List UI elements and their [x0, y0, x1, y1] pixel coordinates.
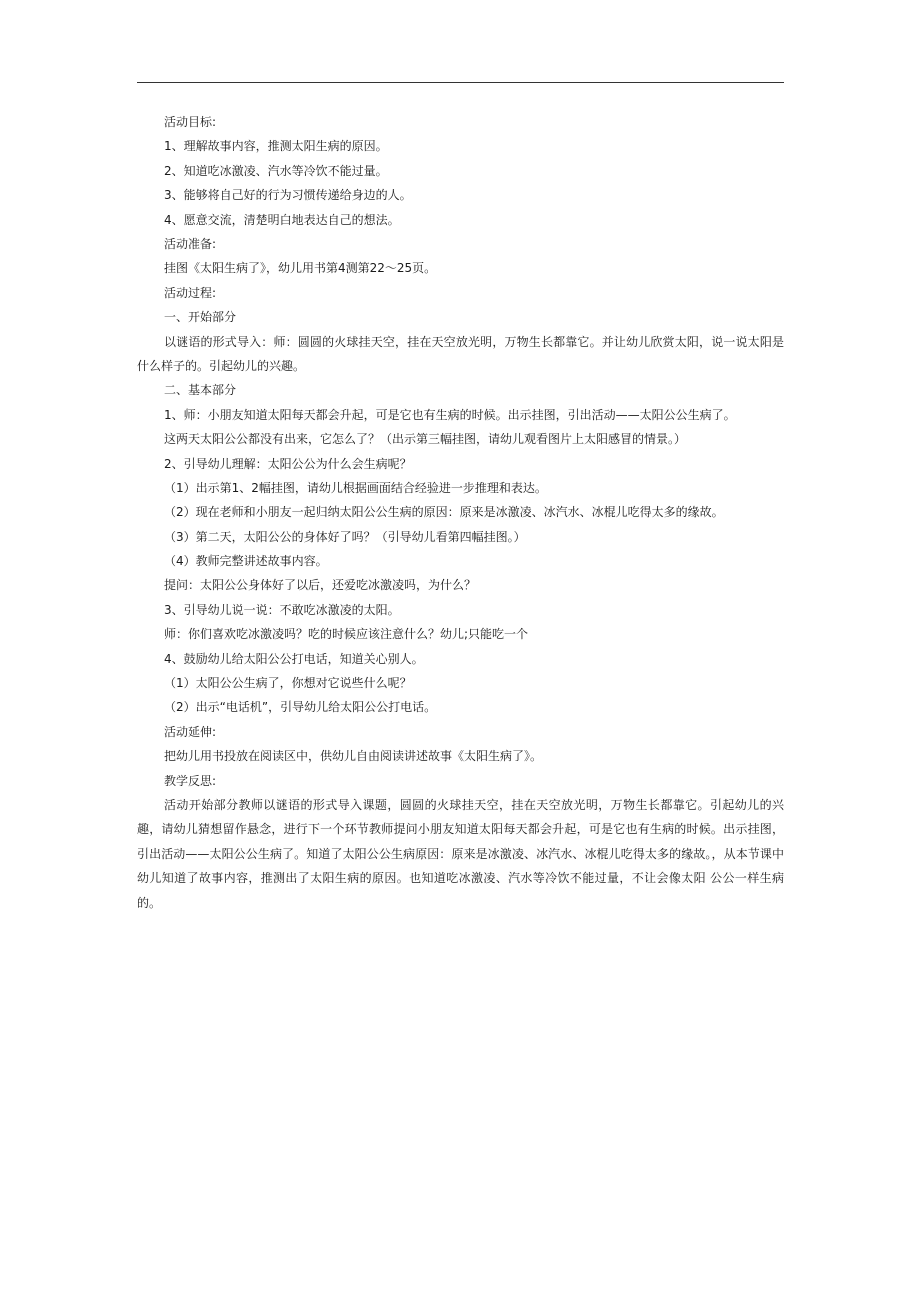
part-one-heading: 一、开始部分: [164, 310, 237, 325]
preparation-text: 挂图《太阳生病了》，幼儿用书第4测第22～25页。: [164, 261, 437, 276]
section-heading-extension: 活动延伸:: [164, 724, 217, 739]
step-4-sub-2: （2）出示“电话机”，引导幼儿给太阳公公打电话。: [164, 700, 437, 715]
step-1-detail: 这两天太阳公公都没有出来，它怎么了？（出示第三幅挂图，请幼儿观看图片上太阳感冒的情景。）: [164, 432, 687, 447]
goal-item-2: 2、知道吃冰激凌、汽水等冷饮不能过量。: [164, 163, 388, 178]
step-3: 3、引导幼儿说一说：不敢吃冰激凌的太阳。: [164, 602, 400, 617]
goal-item-4: 4、愿意交流，清楚明白地表达自己的想法。: [164, 212, 400, 227]
document-body: [137, 110, 784, 915]
step-2: 2、引导幼儿理解：太阳公公为什么会生病呢？: [164, 456, 412, 471]
section-heading-reflection: 教学反思:: [164, 773, 217, 788]
step-2-sub-3: （3）第二天，太阳公公的身体好了吗？（引导幼儿看第四幅挂图。）: [164, 529, 526, 544]
goal-item-1: 1、理解故事内容，推测太阳生病的原因。: [164, 139, 388, 154]
step-2-sub-1: （1）出示第1、2幅挂图，请幼儿根据画面结合经验进一步推理和表达。: [164, 480, 547, 495]
step-4: 4、鼓励幼儿给太阳公公打电话，知道关心别人。: [164, 651, 424, 666]
step-3-detail: 师：你们喜欢吃冰激凌吗？吃的时候应该注意什么？幼儿;只能吃一个: [164, 627, 529, 642]
goal-item-3: 3、能够将自己好的行为习惯传递给身边的人。: [164, 188, 412, 203]
section-heading-process: 活动过程:: [164, 285, 217, 300]
section-heading-goals: 活动目标:: [164, 115, 217, 129]
extension-text: 把幼儿用书投放在阅读区中，供幼儿自由阅读讲述故事《太阳生病了》。: [164, 749, 543, 764]
section-heading-preparation: 活动准备:: [164, 236, 217, 251]
step-4-sub-1: （1）太阳公公生病了，你想对它说些什么呢？: [164, 676, 412, 691]
step-2-sub-4: （4）教师完整讲述故事内容。: [164, 554, 328, 569]
part-two-heading: 二、基本部分: [164, 383, 237, 398]
step-1: 1、师：小朋友知道太阳每天都会升起，可是它也有生病的时候。出示挂图，引出活动——太阳公公生病了。: [164, 407, 736, 422]
step-2-sub-2: （2）现在老师和小朋友一起归纳太阳公公生病的原因：原来是冰激凌、冰汽水、冰棍儿吃得太多的缘故。: [164, 505, 724, 520]
question-text: 提问：太阳公公身体好了以后，还爱吃冰激凌吗，为什么？: [164, 578, 477, 593]
header-rule: [137, 82, 784, 83]
intro-paragraph: 以谜语的形式导入：师：圆圆的火球挂天空，挂在天空放光明，万物生长都靠它。并让幼儿欣赏太阳，说一说太阳是什么样子的。引起幼儿的兴趣。: [137, 334, 784, 373]
reflection-paragraph: 活动开始部分教师以谜语的形式导入课题，圆圆的火球挂天空，挂在天空放光明，万物生长都靠它。引起幼儿的兴趣，请幼儿猜想留作悬念，进行下一个环节教师提问小朋友知道太阳每天都会升起，可是它也有生病的时候。出示挂图，引出活动——太阳公公生病了。知道了太阳公公生病原因：原来是冰激凌、冰汽水、冰棍儿吃得太多的缘故。，从本节课中幼儿知道了故事内容，推测出了太阳生病的原因。也知道吃冰激凌、汽水等冷饮不能过量，不让会像太阳 公公一样生病的。: [137, 797, 784, 910]
